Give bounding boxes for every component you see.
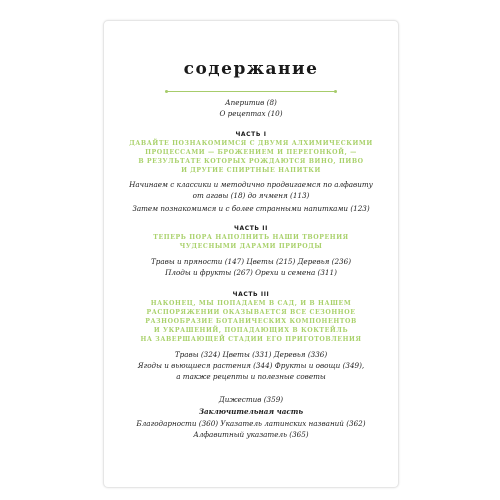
title-divider xyxy=(167,91,335,92)
toc-entry: Травы (324) Цветы (331) Деревья (336) xyxy=(174,350,328,359)
toc-entry: Благодарности (360) Указатель латинских названий (362) xyxy=(136,419,366,428)
part-3-heading-line: НАКОНЕЦ, МЫ ПОПАДАЕМ В САД, И В НАШЕМ xyxy=(150,300,352,307)
part-1-heading-line: В РЕЗУЛЬТАТЕ КОТОРЫХ РОЖДАЮТСЯ ВИНО, ПИВО xyxy=(138,158,364,165)
toc-entry-aperitif: Аперитив (8) xyxy=(225,98,277,107)
divider-dot-left xyxy=(165,90,168,93)
toc-entry: от агавы (18) до ячменя (113) xyxy=(192,191,310,200)
part-3-label: ЧАСТЬ III xyxy=(232,291,270,298)
toc-entry: а также рецепты и полезные советы xyxy=(176,372,326,381)
toc-entry: Плоды и фрукты (267) Орехи и семена (311) xyxy=(165,268,337,277)
contents-page xyxy=(103,20,399,488)
part-2-heading-line: ЧУДЕСНЫМИ ДАРАМИ ПРИРОДЫ xyxy=(179,243,323,250)
part-1-heading-line: И ДРУГИЕ СПИРТНЫЕ НАПИТКИ xyxy=(181,167,321,174)
toc-entry-about-recipes: О рецептах (10) xyxy=(219,109,283,118)
final-part-label: Заключительная часть xyxy=(198,407,304,416)
toc-entry-digestif: Дижестив (359) xyxy=(218,395,284,404)
part-2-heading-line: ТЕПЕРЬ ПОРА НАПОЛНИТЬ НАШИ ТВОРЕНИЯ xyxy=(153,234,349,241)
part-3-heading-line: И УКРАШЕНИЙ, ПОПАДАЮЩИХ В КОКТЕЙЛЬ xyxy=(153,327,349,334)
part-3-heading-line: НА ЗАВЕРШАЮЩЕЙ СТАДИИ ЕГО ПРИГОТОВЛЕНИЯ xyxy=(140,336,362,343)
toc-entry: Ягоды и вьющиеся растения (344) Фрукты и овощи (349), xyxy=(137,361,365,370)
toc-entry: Травы и пряности (147) Цветы (215) Деревья (236) xyxy=(150,257,352,266)
part-3-heading-line: РАЗНООБРАЗИЕ БОТАНИЧЕСКИХ КОМПОНЕНТОВ xyxy=(145,318,357,325)
toc-entry: Начинаем с классики и методично продвигаемся по алфавиту xyxy=(129,180,373,189)
part-1-heading-line: ПРОЦЕССАМИ — БРОЖЕНИЕМ И ПЕРЕГОНКОЙ, — xyxy=(145,149,357,156)
toc-entry: Алфавитный указатель (365) xyxy=(193,430,309,439)
part-2-label: ЧАСТЬ II xyxy=(234,225,268,232)
part-1-label: ЧАСТЬ I xyxy=(235,131,267,138)
part-1-heading-line: ДАВАЙТЕ ПОЗНАКОМИМСЯ С ДВУМЯ АЛХИМИЧЕСКИМИ xyxy=(129,140,373,147)
toc-entry: Затем познакомимся и с более странными напитками (123) xyxy=(132,204,370,213)
part-3-heading-line: РАСПОРЯЖЕНИИ ОКАЗЫВАЕТСЯ ВСЕ СЕЗОННОЕ xyxy=(146,309,356,316)
page-title: содержание xyxy=(183,59,319,79)
divider-dot-right xyxy=(334,90,337,93)
